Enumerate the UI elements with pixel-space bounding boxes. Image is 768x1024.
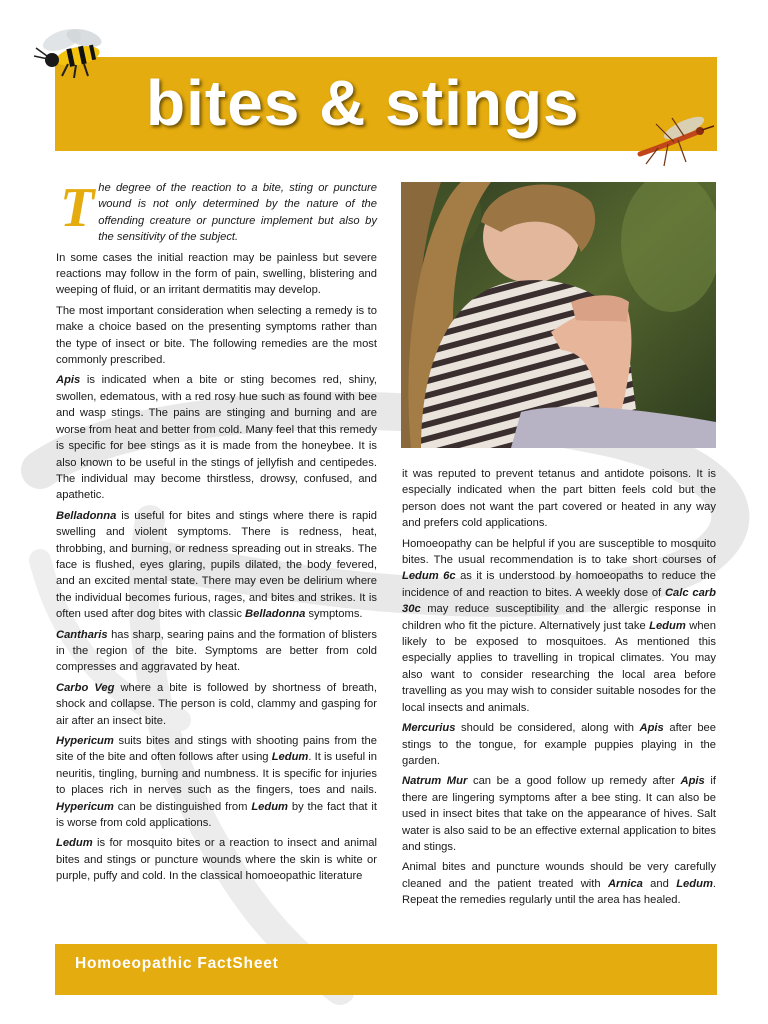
paragraph: In some cases the initial reaction may be painless but severe reactions may follow in the form of pain, swelling, blistering and weeping of fluid, or an irritant dermatitis may develop. bbox=[56, 251, 377, 297]
wasp-icon bbox=[28, 24, 124, 80]
remedy-ledum: Ledum is for mosquito bites or a reaction to insect and animal bites and stings or puncture wounds where the skin is white or purple, puffy and cold. In the classical homoeopathic literature bbox=[56, 837, 377, 883]
intro-paragraph: The degree of the reaction to a bite, sting or puncture wound is not only determined by the nature of the offending creature or puncture implement but also by the sensitivity of the subject. bbox=[60, 177, 377, 244]
paragraph-mosquito: Homoeopathy can be helpful if you are susceptible to mosquito bites. The usual recommendation is to take short courses of Ledum 6c as it is understood by homoeopaths to reduce the incidence of and reaction to bites. A weekly dose of Calc carb 30c may reduce susceptibility and the allergic response in children who fit the picture. Alternatively just take Ledum when likely to be exposed to mosquitoes. As mentioned this especially applies to travelling in tropical climates. You may also want to consider researching the local area before travelling as you may wish to consider suitable nosodes for the local insects and animals. bbox=[402, 537, 716, 714]
mosquito-icon bbox=[628, 114, 716, 168]
child-photo bbox=[401, 182, 716, 448]
paragraph: The most important consideration when selecting a remedy is to make a choice based on the presenting symptoms rather than the type of insect or bite. The following remedies are the most commonly prescribed. bbox=[56, 304, 377, 367]
drop-cap: T bbox=[60, 177, 95, 239]
page-title: bites & stings bbox=[146, 67, 580, 139]
footer-label: Homoeopathic FactSheet bbox=[75, 955, 279, 972]
right-column bbox=[402, 466, 716, 913]
paragraph-animal-bites: Animal bites and puncture wounds should be very carefully cleaned and the patient treated with Arnica and Ledum. Repeat the remedies regularly until the area has healed. bbox=[402, 861, 716, 907]
remedy-apis: Apis is indicated when a bite or sting becomes red, shiny, swollen, edematous, with a red rosy hue such as found with bee and wasp stings. The pains are stinging and burning and are worse from heat and better from cold. Many feel that this remedy is specific for bee stings as it is made from the honeybee. It is also known to be useful in the stings of jellyfish and centipedes. The individual may become thirstless, drowsy, confused, and apathetic. bbox=[56, 374, 377, 502]
paragraph: it was reputed to prevent tetanus and antidote poisons. It is especially indicated when the part bitten feels cold but the person does not want the part covered or heated in any way and prefers cold applications. bbox=[402, 468, 716, 530]
remedy-cantharis: Cantharis has sharp, searing pains and the formation of blisters in the region of the bite. Symptoms are better from cold compresses and aggravated by heat. bbox=[56, 628, 377, 674]
remedy-natrum-mur: Natrum Mur can be a good follow up remedy after Apis if there are lingering symptoms after a bee sting. It can also be used in insect bites that take on the appearance of hives. Salt water is also said to be an effective external application to bites and stings. bbox=[402, 775, 717, 853]
left-column bbox=[56, 177, 377, 889]
remedy-mercurius: Mercurius should be considered, along with Apis after bee stings to the tongue, for example puppies playing in the garden. bbox=[402, 722, 716, 767]
remedy-carbo-veg: Carbo Veg where a bite is followed by shortness of breath, shock and collapse. The person is cold, clammy and gasping for air after an insect bite. bbox=[56, 681, 377, 727]
remedy-belladonna: Belladonna is useful for bites and stings where there is rapid swelling and violent symptoms. There is redness, heat, throbbing, and burning, or redness spreading out in streaks. The face is flushed, eyes glaring, pupils dilated, the body fevered, and an excited mental state. There may even be delirium where the individual becomes furious, rages, and bites and strikes. It is often used after dog bites with classic Belladonna symptoms. bbox=[56, 509, 377, 621]
remedy-hypericum: Hypericum suits bites and stings with shooting pains from the site of the bite and often follows after using Ledum. It is useful in neuritis, tingling, burning and numbness. It is specific for injuries to places rich in nerves such as the fingers, toes and nails. Hypericum can be distinguished from Ledum by the fact that it is worse from cold applications. bbox=[56, 735, 377, 830]
